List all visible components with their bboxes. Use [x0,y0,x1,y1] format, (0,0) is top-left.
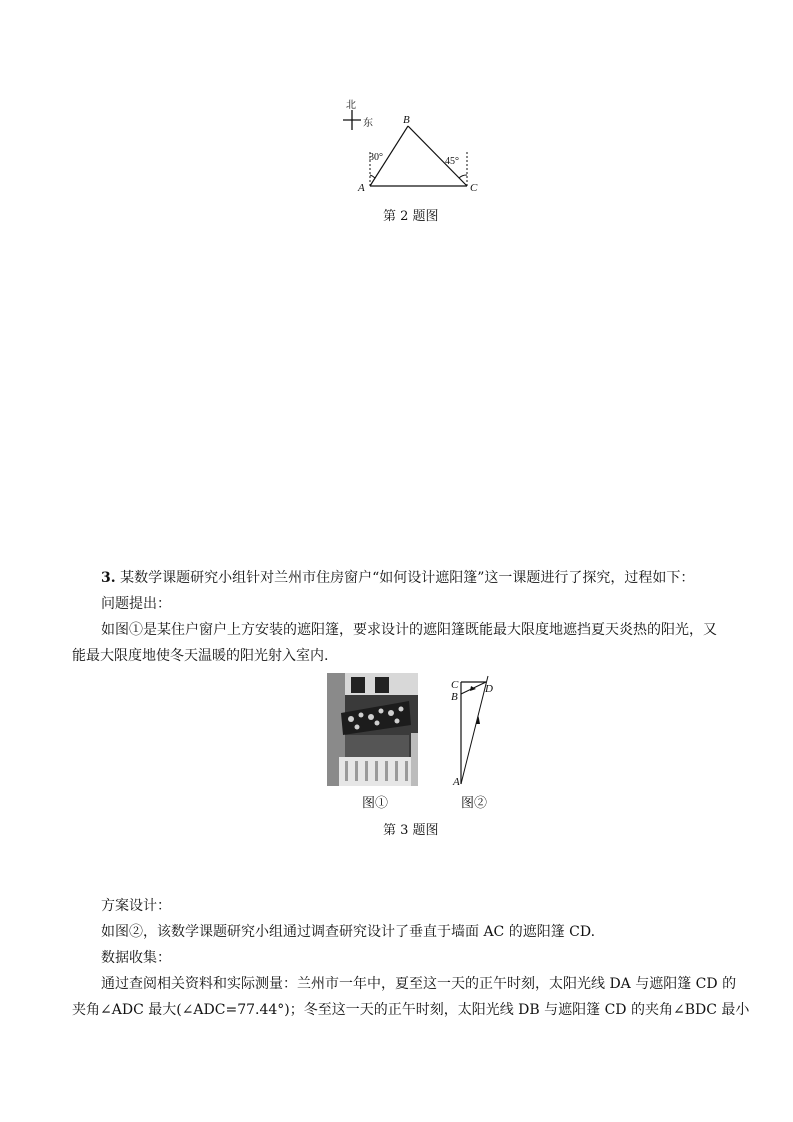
point-a-label: A [358,182,365,194]
question-line-1: 如图①是某住户窗户上方安装的遮阳篷，要求设计的遮阳篷既能最大限度地遮挡夏天炎热的阳光，又 [101,622,717,638]
data-line-2: 夹角∠ADC 最大(∠ADC=77.44°)；冬至这一天的正午时刻，太阳光线 DB 与遮阳篷 CD 的夹角∠BDC 最小 [72,1002,750,1018]
angle-arc-c [459,175,467,178]
awning-diagram [446,672,506,790]
fig2-point-d-label: D [485,683,493,695]
figure-2 [338,96,488,198]
design-text: 如图②，该数学课题研究小组通过调查研究设计了垂直于墙面 AC 的遮阳篷 CD. [101,924,596,940]
fig2-point-b-label: B [451,691,458,703]
angle-a-label: 30° [369,152,383,163]
angle-arc-a [370,175,375,178]
section-design-heading: 方案设计： [101,898,171,914]
awning-photo-image [327,673,418,786]
compass-north-label: 北 [346,100,356,111]
fig2-point-c-label: C [451,679,459,691]
angle-c-label: 45° [445,156,459,167]
data-line-1: 通过查阅相关资料和实际测量：兰州市一年中，夏至这一天的正午时刻，太阳光线 DA 与遮阳篷 CD 的 [101,976,737,992]
problem-3-intro [101,565,694,591]
fig2-point-a-label: A [453,776,460,788]
figure-2-caption: 第 2 题图 [383,209,439,224]
question-line-2: 能最大限度地使冬天温暖的阳光射入室内. [72,648,329,664]
section-data-heading: 数据收集： [101,950,171,966]
awning-photo [327,673,418,786]
problem-number: 3. [101,570,116,586]
figure-3-1-caption: 图① [362,796,389,811]
figure-3-2-caption: 图② [461,796,488,811]
section-question-heading: 问题提出： [101,596,171,612]
point-b-label: B [403,114,410,126]
figure-3-caption: 第 3 题图 [383,823,439,838]
point-c-label: C [470,182,478,194]
compass-east-label: 东 [363,118,373,129]
problem-intro-text: 某数学课题研究小组针对兰州市住房窗户“如何设计遮阳篷”这一课题进行了探究，过程如下： [120,570,695,586]
